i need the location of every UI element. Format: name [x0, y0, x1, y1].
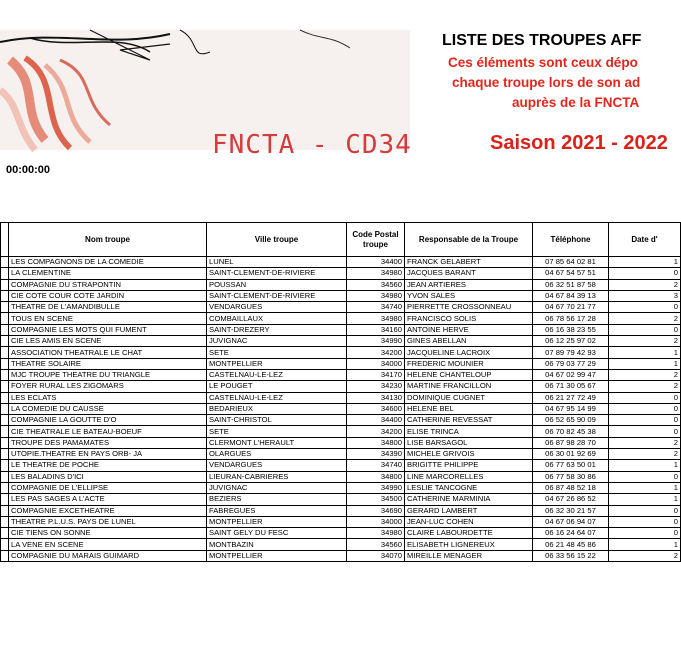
troupe-name-cell: LES COMPAGNONS DE LA COMEDIE: [9, 257, 207, 268]
telephone-cell: 06 32 30 21 57: [533, 505, 609, 516]
table-row: [1, 403, 681, 414]
row-index-cell: [1, 426, 9, 437]
row-index-cell: [1, 550, 9, 561]
table-row: [1, 347, 681, 358]
responsable-cell: FRANCISCO SOLIS: [405, 313, 533, 324]
row-index-cell: [1, 268, 9, 279]
troupe-city-cell: FABREGUES: [207, 505, 347, 516]
responsable-cell: LISE BARSAGOL: [405, 437, 533, 448]
postal-code-cell: 34070: [347, 550, 405, 561]
troupe-city-cell: MONTBAZIN: [207, 539, 347, 550]
responsable-cell: GERARD LAMBERT: [405, 505, 533, 516]
postal-code-cell: 34740: [347, 302, 405, 313]
postal-code-cell: 34390: [347, 449, 405, 460]
troupe-city-cell: SAINT-CLEMENT-DE-RIVIERE: [207, 290, 347, 301]
troupe-name-cell: COMPAGNIE DE L'ELLIPSE: [9, 482, 207, 493]
row-index-cell: [1, 257, 9, 268]
telephone-cell: 06 77 58 30 86: [533, 471, 609, 482]
row-index-cell: [1, 415, 9, 426]
troupe-city-cell: MONTPELLIER: [207, 358, 347, 369]
table-row: [1, 426, 681, 437]
date-cell: 2: [609, 437, 681, 448]
telephone-cell: 04 67 02 99 47: [533, 369, 609, 380]
troupe-city-cell: CASTELNAU-LE-LEZ: [207, 369, 347, 380]
responsable-cell: FRANCK GELABERT: [405, 257, 533, 268]
date-cell: 2: [609, 279, 681, 290]
telephone-cell: 06 21 27 72 49: [533, 392, 609, 403]
subtitle-line-3: auprès de la FNCTA: [512, 95, 640, 110]
responsable-cell: MIREILLE MENAGER: [405, 550, 533, 561]
table-row: [1, 471, 681, 482]
table-row: [1, 381, 681, 392]
table-row: [1, 539, 681, 550]
table-row: [1, 505, 681, 516]
row-index-cell: [1, 313, 9, 324]
date-cell: 2: [609, 313, 681, 324]
troupe-name-cell: LE THEATRE DE POCHE: [9, 460, 207, 471]
row-index-cell: [1, 336, 9, 347]
postal-code-cell: 34980: [347, 268, 405, 279]
troupe-city-cell: LIEURAN-CABRIERES: [207, 471, 347, 482]
troupe-city-cell: VENDARGUES: [207, 302, 347, 313]
table-row: [1, 313, 681, 324]
telephone-cell: 06 32 51 87 58: [533, 279, 609, 290]
postal-code-cell: 34740: [347, 460, 405, 471]
troupe-city-cell: SAINT GELY DU FESC: [207, 528, 347, 539]
row-index-cell: [1, 358, 9, 369]
postal-code-cell: 34560: [347, 279, 405, 290]
troupe-name-cell: COMPAGNIE LES MOTS QUI FUMENT: [9, 324, 207, 335]
troupe-city-cell: COMBAILLAUX: [207, 313, 347, 324]
table-row: [1, 268, 681, 279]
date-cell: 2: [609, 336, 681, 347]
telephone-cell: 06 52 65 90 09: [533, 415, 609, 426]
troupe-name-cell: TOUS EN SCENE: [9, 313, 207, 324]
troupe-name-cell: COMPAGNIE LA GOUTTE D'O: [9, 415, 207, 426]
telephone-cell: 04 67 84 39 13: [533, 290, 609, 301]
table-row: [1, 550, 681, 561]
telephone-cell: 06 21 48 45 86: [533, 539, 609, 550]
responsable-cell: JACQUES BARANT: [405, 268, 533, 279]
telephone-cell: 04 67 54 57 51: [533, 268, 609, 279]
telephone-cell: 06 70 82 45 38: [533, 426, 609, 437]
troupe-city-cell: LE POUGET: [207, 381, 347, 392]
responsable-cell: CLAIRE LABOURDETTE: [405, 528, 533, 539]
row-index-cell: [1, 302, 9, 313]
postal-code-cell: 34990: [347, 482, 405, 493]
row-index-cell: [1, 381, 9, 392]
subtitle-line-2: chaque troupe lors de son ad: [452, 75, 641, 90]
telephone-cell: 06 16 24 64 07: [533, 528, 609, 539]
telephone-cell: 06 78 56 17 28: [533, 313, 609, 324]
date-cell: 0: [609, 471, 681, 482]
troupe-city-cell: BEDARIEUX: [207, 403, 347, 414]
date-cell: 0: [609, 505, 681, 516]
troupe-name-cell: THEATRE DE L'AMANDIBULLE: [9, 302, 207, 313]
responsable-cell: FREDERIC MOUNIER: [405, 358, 533, 369]
troupe-name-cell: TROUPE DES PAMAMATES: [9, 437, 207, 448]
table-header-row: [1, 223, 681, 257]
col-header-nom-troupe: Nom troupe: [9, 223, 207, 257]
postal-code-cell: 34800: [347, 471, 405, 482]
troupe-city-cell: POUSSAN: [207, 279, 347, 290]
row-index-cell: [1, 279, 9, 290]
troupe-city-cell: LUNEL: [207, 257, 347, 268]
responsable-cell: JEAN-LUC COHEN: [405, 516, 533, 527]
row-index-cell: [1, 471, 9, 482]
telephone-cell: 06 87 98 28 70: [533, 437, 609, 448]
col-header-ville-troupe: Ville troupe: [207, 223, 347, 257]
responsable-cell: JEAN ARTIERES: [405, 279, 533, 290]
responsable-cell: BRIGITTE PHILIPPE: [405, 460, 533, 471]
troupe-name-cell: COMPAGNIE EXCETHEATRE: [9, 505, 207, 516]
date-cell: 0: [609, 415, 681, 426]
telephone-cell: 06 71 30 05 67: [533, 381, 609, 392]
postal-code-cell: 34000: [347, 358, 405, 369]
postal-code-cell: 34400: [347, 415, 405, 426]
troupe-name-cell: LES BALADINS D'ICI: [9, 471, 207, 482]
responsable-cell: YVON SALES: [405, 290, 533, 301]
postal-code-cell: 34200: [347, 347, 405, 358]
troupe-name-cell: COMPAGNIE DU STRAPONTIN: [9, 279, 207, 290]
date-cell: 0: [609, 392, 681, 403]
postal-code-cell: 34980: [347, 290, 405, 301]
postal-code-cell: 34690: [347, 505, 405, 516]
responsable-cell: CATHERINE REVESSAT: [405, 415, 533, 426]
table-row: [1, 528, 681, 539]
row-index-cell: [1, 505, 9, 516]
responsable-cell: LINE MARCORELLES: [405, 471, 533, 482]
postal-code-cell: 34000: [347, 516, 405, 527]
page-title: LISTE DES TROUPES AFF: [442, 32, 642, 49]
postal-code-cell: 34500: [347, 494, 405, 505]
troupe-name-cell: LES PAS SAGES A L'ACTE: [9, 494, 207, 505]
postal-code-cell: 34800: [347, 437, 405, 448]
troupe-city-cell: OLARGUES: [207, 449, 347, 460]
telephone-cell: 07 89 79 42 93: [533, 347, 609, 358]
row-index-cell: [1, 460, 9, 471]
table-row: [1, 482, 681, 493]
row-index-cell: [1, 539, 9, 550]
date-cell: 2: [609, 449, 681, 460]
troupe-name-cell: UTOPIE.THEATRE EN PAYS ORB- JA: [9, 449, 207, 460]
subtitle-line-1: Ces éléments sont ceux dépo: [448, 55, 638, 70]
telephone-cell: 06 30 01 92 69: [533, 449, 609, 460]
responsable-cell: CATHERINE MARMINIA: [405, 494, 533, 505]
troupe-city-cell: CLERMONT L'HERAULT: [207, 437, 347, 448]
date-cell: 3: [609, 290, 681, 301]
table-row: [1, 257, 681, 268]
troupe-city-cell: VENDARGUES: [207, 460, 347, 471]
date-cell: 1: [609, 482, 681, 493]
row-index-cell: [1, 403, 9, 414]
responsable-cell: DOMINIQUE CUGNET: [405, 392, 533, 403]
row-index-cell: [1, 482, 9, 493]
date-cell: 1: [609, 539, 681, 550]
date-cell: 0: [609, 426, 681, 437]
row-index-cell: [1, 324, 9, 335]
telephone-cell: 06 16 38 23 55: [533, 324, 609, 335]
postal-code-cell: 34200: [347, 426, 405, 437]
postal-code-cell: 34400: [347, 257, 405, 268]
postal-code-cell: 34990: [347, 336, 405, 347]
table-row: [1, 494, 681, 505]
telephone-cell: 04 67 06 94 07: [533, 516, 609, 527]
troupe-name-cell: LA VENE EN SCENE: [9, 539, 207, 550]
row-index-cell: [1, 290, 9, 301]
telephone-cell: 06 87 48 52 18: [533, 482, 609, 493]
table-row: [1, 415, 681, 426]
date-cell: 2: [609, 550, 681, 561]
row-index-cell: [1, 494, 9, 505]
table-row: [1, 516, 681, 527]
responsable-cell: ANTOINE HERVE: [405, 324, 533, 335]
date-cell: 0: [609, 324, 681, 335]
troupe-name-cell: THEATRE SOLAIRE: [9, 358, 207, 369]
telephone-cell: 06 79 03 77 29: [533, 358, 609, 369]
date-cell: 1: [609, 257, 681, 268]
date-cell: 0: [609, 268, 681, 279]
row-index-cell: [1, 347, 9, 358]
troupe-city-cell: JUVIGNAC: [207, 482, 347, 493]
telephone-cell: 06 77 63 50 01: [533, 460, 609, 471]
date-cell: 1: [609, 358, 681, 369]
troupe-city-cell: MONTPELLIER: [207, 516, 347, 527]
troupe-name-cell: CIE TIENS ON SONNE: [9, 528, 207, 539]
troupe-city-cell: SAINT-DREZERY: [207, 324, 347, 335]
table-row: [1, 449, 681, 460]
postal-code-cell: 34160: [347, 324, 405, 335]
col-header-telephone: Téléphone: [533, 223, 609, 257]
troupe-name-cell: LA COMEDIE DU CAUSSE: [9, 403, 207, 414]
table-row: [1, 392, 681, 403]
telephone-cell: 06 33 56 15 22: [533, 550, 609, 561]
responsable-cell: HELENE BEL: [405, 403, 533, 414]
season-label: Saison 2021 - 2022: [490, 132, 668, 154]
troupe-name-cell: LA CLEMENTINE: [9, 268, 207, 279]
telephone-cell: 07 85 64 02 81: [533, 257, 609, 268]
telephone-cell: 04 67 95 14 99: [533, 403, 609, 414]
date-cell: 0: [609, 516, 681, 527]
fncta-logo-banner: [0, 30, 412, 160]
postal-code-cell: 34230: [347, 381, 405, 392]
postal-code-cell: 34980: [347, 313, 405, 324]
troupe-city-cell: JUVIGNAC: [207, 336, 347, 347]
date-cell: 0: [609, 528, 681, 539]
row-index-cell: [1, 528, 9, 539]
postal-code-cell: 34980: [347, 528, 405, 539]
row-index-cell: [1, 392, 9, 403]
postal-code-cell: 34130: [347, 392, 405, 403]
responsable-cell: HELENE CHANTELOUP: [405, 369, 533, 380]
responsable-cell: JACQUELINE LACROIX: [405, 347, 533, 358]
table-row: [1, 290, 681, 301]
telephone-cell: 04 67 70 21 77: [533, 302, 609, 313]
row-index-cell: [1, 437, 9, 448]
date-cell: 2: [609, 381, 681, 392]
troupe-name-cell: THEATRE P.L.U.S. PAYS DE LUNEL: [9, 516, 207, 527]
table-row: [1, 324, 681, 335]
responsable-cell: LESLIE TANCOGNE: [405, 482, 533, 493]
troupes-table: [0, 222, 681, 562]
responsable-cell: PIERRETTE CROSSONNEAU: [405, 302, 533, 313]
col-header-index: [1, 223, 9, 257]
date-cell: 0: [609, 302, 681, 313]
date-cell: 1: [609, 494, 681, 505]
col-header-date: Date d': [609, 223, 681, 257]
postal-code-cell: 34600: [347, 403, 405, 414]
date-stamp: 00:00:00: [6, 164, 51, 176]
row-index-cell: [1, 369, 9, 380]
troupe-name-cell: LES ECLATS: [9, 392, 207, 403]
table-row: [1, 437, 681, 448]
telephone-cell: 06 12 25 97 02: [533, 336, 609, 347]
troupe-city-cell: CASTELNAU-LE-LEZ: [207, 392, 347, 403]
troupe-name-cell: MJC TROUPE THEATRE DU TRIANGLE: [9, 369, 207, 380]
table-row: [1, 460, 681, 471]
troupe-city-cell: SETE: [207, 426, 347, 437]
table-row: [1, 369, 681, 380]
postal-code-cell: 34560: [347, 539, 405, 550]
troupe-city-cell: SAINT-CLEMENT-DE-RIVIERE: [207, 268, 347, 279]
date-cell: 1: [609, 347, 681, 358]
troupe-name-cell: CIE COTE COUR COTE JARDIN: [9, 290, 207, 301]
responsable-cell: GINES ABELLAN: [405, 336, 533, 347]
table-row: [1, 279, 681, 290]
troupe-name-cell: CIE THEATRALE LE BATEAU-BOEUF: [9, 426, 207, 437]
date-cell: 1: [609, 460, 681, 471]
troupe-name-cell: COMPAGNIE DU MARAIS GUIMARD: [9, 550, 207, 561]
responsable-cell: MICHELE GRIVOIS: [405, 449, 533, 460]
col-header-responsable: Responsable de la Troupe: [405, 223, 533, 257]
troupe-name-cell: CIE LES AMIS EN SCENE: [9, 336, 207, 347]
row-index-cell: [1, 449, 9, 460]
table-row: [1, 302, 681, 313]
troupe-city-cell: BEZIERS: [207, 494, 347, 505]
col-header-code-postal: Code Postal troupe: [347, 223, 405, 257]
responsable-cell: ELISABETH LIGNEREUX: [405, 539, 533, 550]
table-row: [1, 358, 681, 369]
troupe-city-cell: SETE: [207, 347, 347, 358]
troupe-city-cell: MONTPELLIER: [207, 550, 347, 561]
troupe-city-cell: SAINT-CHRISTOL: [207, 415, 347, 426]
date-cell: 0: [609, 403, 681, 414]
troupe-name-cell: ASSOCIATION THEATRALE LE CHAT: [9, 347, 207, 358]
table-row: [1, 336, 681, 347]
date-cell: 2: [609, 369, 681, 380]
logo-text: FNCTA - CD34: [212, 130, 412, 160]
responsable-cell: MARTINE FRANCILLON: [405, 381, 533, 392]
troupe-name-cell: FOYER RURAL LES ZIGOMARS: [9, 381, 207, 392]
postal-code-cell: 34170: [347, 369, 405, 380]
responsable-cell: ELISE TRINCA: [405, 426, 533, 437]
row-index-cell: [1, 516, 9, 527]
telephone-cell: 04 67 26 86 52: [533, 494, 609, 505]
